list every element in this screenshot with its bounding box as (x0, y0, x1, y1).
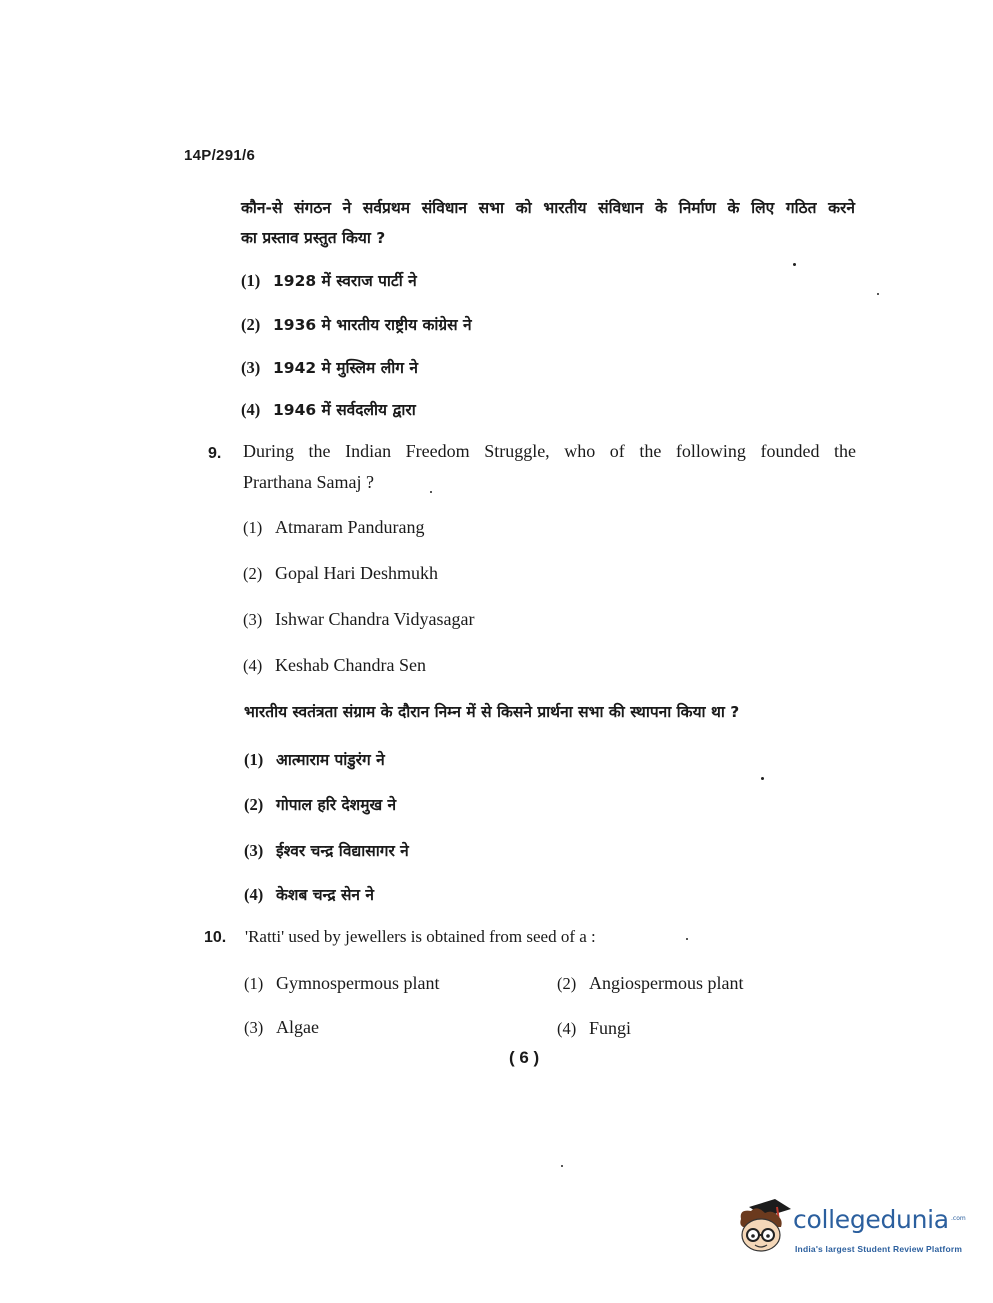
q9-option-2 (243, 563, 438, 584)
watermark-domain-suffix: .com (951, 1215, 966, 1222)
watermark-tagline: India's largest Student Review Platform (795, 1244, 963, 1254)
mascot-logo-icon (735, 1195, 793, 1259)
option-text: गोपाल हरि देशमुख ने (276, 796, 397, 814)
q10-number: 10. (204, 929, 227, 946)
q10-option-3 (244, 1017, 319, 1038)
option-number: (3) (244, 841, 264, 860)
q8-hindi-option-1 (241, 269, 417, 291)
scan-speck (877, 293, 879, 295)
option-text: 1928 में स्वराज पार्टी ने (273, 272, 417, 290)
q9-question-line1: During the Indian Freedom Struggle, who of the following founded the (243, 441, 856, 461)
q10-question: 'Ratti' used by jewellers is obtained from seed of a : (245, 927, 596, 946)
option-text: Keshab Chandra Sen (275, 655, 426, 675)
scan-speck (430, 491, 432, 493)
option-text: Gymnospermous plant (276, 973, 440, 993)
option-number: (1) (244, 974, 264, 993)
q8-hindi-question-line1: कौन-से संगठन ने सर्वप्रथम संविधान सभा को भारतीय संविधान के निर्माण के लिए गठित करने (241, 199, 855, 217)
collegedunia-watermark (735, 1195, 965, 1265)
option-number: (3) (241, 358, 261, 377)
q8-hindi-question-line2: का प्रस्ताव प्रस्तुत किया ? (241, 229, 386, 247)
q8-hindi-option-4 (241, 398, 416, 420)
option-number: (2) (241, 315, 261, 334)
paper-code: 14P/291/6 (184, 147, 256, 164)
q9-number: 9. (208, 445, 222, 462)
q8-hindi-option-2 (241, 313, 472, 335)
q9-option-3 (243, 609, 475, 630)
q9-hindi-option-4 (244, 883, 374, 905)
q9-hindi-option-3 (244, 839, 409, 861)
option-text: Atmaram Pandurang (275, 517, 425, 537)
q10-option-1 (244, 973, 440, 994)
scan-speck (686, 938, 688, 940)
q9-question-line2: Prarthana Samaj ? (243, 472, 374, 492)
option-number: (2) (557, 974, 577, 993)
scan-speck (761, 777, 764, 780)
option-text: Gopal Hari Deshmukh (275, 563, 438, 583)
q8-hindi-option-3 (241, 356, 418, 378)
q10-option-2 (557, 973, 744, 994)
option-number: (4) (241, 400, 261, 419)
q9-hindi-question: भारतीय स्वतंत्रता संग्राम के दौरान निम्न में से किसने प्रार्थना सभा की स्थापना किया था ? (244, 703, 740, 721)
option-text: केशब चन्द्र सेन ने (276, 886, 375, 904)
option-number: (1) (243, 518, 263, 537)
option-number: (1) (244, 750, 264, 769)
option-number: (3) (243, 610, 263, 629)
page-number: ( 6 ) (509, 1048, 540, 1067)
q9-option-4 (243, 655, 426, 676)
option-number: (4) (243, 656, 263, 675)
option-text: आत्माराम पांडुरंग ने (276, 751, 385, 769)
option-number: (2) (243, 564, 263, 583)
scan-speck (793, 263, 796, 266)
option-number: (3) (244, 1018, 264, 1037)
option-text: 1936 मे भारतीय राष्ट्रीय कांग्रेस ने (273, 316, 472, 334)
option-text: ईश्वर चन्द्र विद्यासागर ने (276, 842, 409, 860)
option-text: 1942 मे मुस्लिम लीग ने (273, 359, 418, 377)
watermark-brand: collegedunia (793, 1205, 949, 1234)
scan-speck (561, 1165, 563, 1167)
option-text: Angiospermous plant (589, 973, 744, 993)
option-text: Fungi (589, 1018, 632, 1038)
q9-hindi-option-2 (244, 793, 396, 815)
option-text: Algae (276, 1017, 319, 1037)
q10-option-4 (557, 1018, 631, 1039)
option-number: (4) (244, 885, 264, 904)
option-text: 1946 में सर्वदलीय द्वारा (273, 401, 416, 419)
q9-option-1 (243, 517, 424, 538)
option-number: (2) (244, 795, 264, 814)
q9-hindi-option-1 (244, 748, 385, 770)
option-number: (1) (241, 271, 261, 290)
option-text: Ishwar Chandra Vidyasagar (275, 609, 475, 629)
option-number: (4) (557, 1019, 577, 1038)
